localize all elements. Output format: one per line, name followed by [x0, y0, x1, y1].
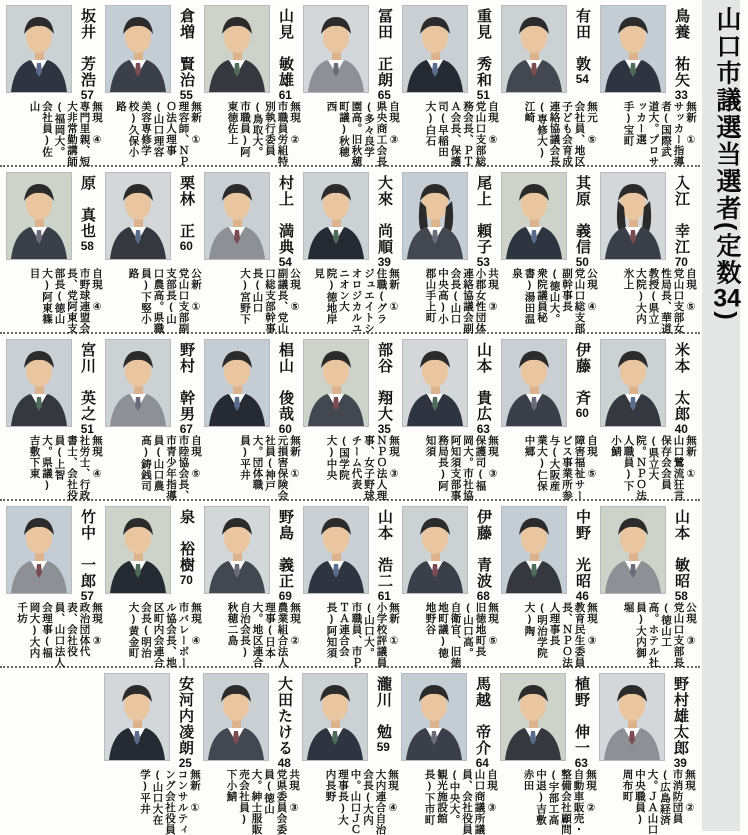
candidate-name: 泉 裕樹: [178, 509, 195, 573]
candidate-status: 無現 ③: [91, 602, 103, 648]
candidate-name-column: [468, 5, 498, 101]
candidate-card: [105, 506, 202, 668]
candidate-bio: 党山口支部女性局長、華道教授(県立大院)大内氷上: [622, 268, 685, 334]
candidate-card: [303, 172, 400, 334]
candidate-bio: 山口鷺流狂言保存会会員(県立大院。ＮＰＯ法人職員)下小鯖: [610, 435, 685, 501]
candidate-age: 70: [179, 574, 193, 586]
candidate-status: 無現 ④: [91, 101, 103, 147]
candidate-name-column: [566, 673, 596, 769]
candidate-age: 67: [179, 423, 193, 435]
page-title-suffix: ): [713, 311, 741, 322]
candidate-bio: サッカー指導者(国際武道大。プロサッカー選手)宝町: [622, 101, 685, 167]
candidate-age: 39: [673, 757, 687, 769]
candidate-status: 無現 ②: [684, 769, 696, 815]
portrait-photo: [204, 339, 270, 427]
portrait-photo: [105, 5, 171, 93]
candidate-name-column: [567, 339, 597, 431]
candidate-age: 68: [476, 590, 490, 602]
candidate-status: 無新 ①: [190, 101, 202, 147]
portrait-photo: [402, 5, 468, 93]
candidate-status: 無新 ①: [685, 435, 697, 481]
portrait-photo: [302, 673, 368, 761]
candidate-card: [303, 506, 400, 668]
portrait-photo: [105, 172, 171, 260]
candidate-name: 瀧川 勉: [375, 676, 392, 740]
portrait-photo: [104, 673, 170, 761]
candidate-name: 山本 貴広: [475, 342, 492, 422]
candidate-name: 倉増 賢治: [178, 8, 195, 88]
candidate-name-column: [567, 172, 597, 268]
candidate-name: 山本 敏昭: [673, 509, 690, 589]
candidate-description: [105, 101, 202, 167]
candidate-bio: 保護司(福岡大。市社協阿知須支部事務局長)阿知須: [424, 435, 487, 501]
candidate-status: 無新 ①: [189, 769, 201, 815]
candidate-age: 64: [475, 757, 489, 769]
candidate-bio: 市野球連盟会長、党阿東支部長(徳山大)阿東篠目: [28, 268, 91, 334]
candidate-status: 自現 ⑤: [586, 435, 598, 481]
candidate-card: [402, 339, 499, 501]
candidate-age: 65: [377, 89, 391, 101]
title-strip: [702, 0, 740, 831]
candidate-bio: 専門里親、短大非常勤講師(福岡大。会社員)佐山: [28, 101, 91, 167]
candidate-age: 63: [574, 757, 588, 769]
candidate-age: 59: [376, 741, 390, 753]
candidate-card: [401, 673, 498, 835]
candidate-name-column: [170, 673, 200, 769]
candidate-name: 原 真也: [79, 175, 96, 239]
portrait-photo: [500, 673, 566, 761]
candidate-name: 山本 浩二: [376, 509, 393, 589]
candidate-bio: ＮＰＯ法人理事、女子野球チーム代表(国学院大)中央: [325, 435, 388, 501]
candidate-bio: 自動車販売・整備会社顧問(宇部工高中退)吉敷赤田: [522, 769, 585, 835]
candidate-card: [302, 673, 399, 835]
candidate-status: 無現 ④: [387, 769, 399, 815]
candidate-age: 63: [476, 423, 490, 435]
candidate-bio: 小郡女性団体連絡協議会副会長(山口中央高)小郡山手上町: [424, 268, 487, 334]
candidate-description: [402, 101, 499, 167]
candidate-card: [203, 673, 300, 835]
candidate-description: [600, 268, 697, 334]
candidate-description: [6, 602, 103, 668]
candidate-name-column: [270, 506, 300, 602]
candidate-status: 無新 ①: [388, 268, 400, 314]
candidate-name: 重見 秀和: [475, 8, 492, 88]
candidate-age: 61: [377, 590, 391, 602]
candidate-name-column: [171, 172, 201, 264]
candidate-age: 54: [278, 256, 292, 268]
candidate-description: [204, 435, 301, 501]
candidate-bio: 山口商議所議員、会社役員(中央大。観光施設館長)下市町: [423, 769, 486, 835]
candidate-status: 公新 ①: [190, 268, 202, 314]
candidate-card: [6, 506, 103, 668]
candidate-card: [600, 172, 697, 334]
candidate-name: 栗林 正: [178, 175, 195, 239]
candidate-name-column: [369, 339, 399, 435]
candidate-bio: 元損害保険会社員(神戸大。団体職員)平井: [239, 435, 289, 501]
candidate-bio: 党山口支部総務会長、ＰＴＡ会長、保護司(早稲田大)白石: [424, 101, 487, 167]
candidate-bio: 理容師、ＮＰＯ法人理事(山口理容美容専修学校)久保小路: [115, 101, 190, 167]
candidate-description: [303, 602, 400, 668]
candidate-name-column: [369, 506, 399, 602]
candidate-status: 無現 ③: [388, 435, 400, 481]
candidate-age: 70: [674, 256, 688, 268]
candidate-card: [6, 339, 103, 501]
candidate-description: [6, 435, 103, 501]
candidate-age: 69: [278, 590, 292, 602]
candidate-card: [501, 339, 598, 501]
portrait-photo: [501, 172, 567, 260]
portrait-photo: [105, 506, 171, 594]
candidate-bio: 市バレーボール協会長、地区町内会連合会長(明治大)黄金町: [127, 602, 190, 668]
candidate-bio: 旧徳地町長(山口高。自衛官、旧徳地町議)徳地野谷: [424, 602, 487, 668]
candidate-name: 坂井 芳浩: [79, 8, 96, 88]
candidate-description: [204, 602, 301, 668]
candidate-name: 山見 敏雄: [277, 8, 294, 88]
candidate-bio: 会社員、地区子ども会育成連絡協議会長(専修大)江崎: [523, 101, 586, 167]
candidate-bio: コンサルティング会社役員(山口大在学)平井: [139, 769, 189, 835]
portrait-photo: [600, 339, 666, 427]
candidate-row: [0, 0, 700, 167]
candidate-name-column: [72, 5, 102, 101]
candidate-card: [204, 172, 301, 334]
candidate-description: [501, 435, 598, 501]
candidate-bio: 副議長、党山口総支部幹事長(山口大)宮野下: [239, 268, 289, 334]
candidate-name: 宮川 英之: [79, 342, 96, 422]
candidate-description: [501, 101, 598, 167]
candidate-name: 中野 光昭: [574, 509, 591, 589]
candidate-age: 51: [476, 89, 490, 101]
candidate-age: 46: [575, 590, 589, 602]
candidate-name: 尾上 頼子: [475, 175, 492, 255]
candidate-status: 無現 ②: [289, 602, 301, 648]
candidate-age: 60: [179, 240, 193, 252]
candidate-name-column: [369, 5, 399, 101]
candidate-name-column: [72, 339, 102, 435]
candidate-age: 57: [80, 89, 94, 101]
candidate-description: [6, 268, 103, 334]
candidate-name-column: [665, 673, 695, 769]
candidate-name: 植野 伸一: [573, 676, 590, 756]
page-title: [708, 6, 746, 322]
candidate-name: 伊藤 斉: [574, 342, 591, 406]
candidate-name: 米本 太郎: [673, 342, 690, 422]
candidate-name-column: [666, 5, 696, 101]
candidate-name: 村上 満典: [277, 175, 294, 255]
candidate-age: 40: [674, 423, 688, 435]
portrait-photo: [401, 673, 467, 761]
candidate-description: [402, 435, 499, 501]
candidate-card: [204, 506, 301, 668]
candidate-bio: 党山口総支部副幹事長(徳山大。衆院議員秘書)湯田温泉: [511, 268, 586, 334]
candidate-age: 61: [278, 89, 292, 101]
candidate-name-column: [72, 506, 102, 602]
candidate-name-column: [666, 339, 696, 435]
candidate-card: [303, 5, 400, 167]
candidate-name: 伊藤 青波: [475, 509, 492, 589]
candidate-card: [501, 172, 598, 334]
candidate-age: 58: [674, 590, 688, 602]
candidate-description: [600, 435, 697, 501]
candidate-status: 無現 ③: [586, 602, 598, 648]
candidate-status: 共現 ③: [288, 769, 300, 815]
portrait-photo: [599, 673, 665, 761]
candidate-name: 大來 尚順: [376, 175, 393, 255]
candidate-description: [6, 101, 103, 167]
candidate-name: 冨田 正朗: [376, 8, 393, 88]
candidate-status: 無現 ④: [190, 602, 202, 648]
candidate-bio: 教育民生委員長、ＮＰＯ法人理事長(明治学院大)陶: [523, 602, 586, 668]
portrait-photo: [501, 506, 567, 594]
candidate-age: 57: [80, 590, 94, 602]
candidate-description: [501, 268, 598, 334]
candidate-name-column: [467, 673, 497, 769]
page-title-prefix: 山口市議選当選者(定数: [713, 6, 741, 287]
candidate-card: [105, 339, 202, 501]
candidate-name-column: [171, 339, 201, 435]
candidate-card: [6, 172, 103, 334]
candidate-status: 公現 ③: [685, 602, 697, 648]
candidate-card: [500, 673, 597, 835]
candidate-status: 無新 ①: [685, 101, 697, 147]
candidate-name: 大田たける: [276, 676, 293, 756]
candidate-name-column: [269, 673, 299, 769]
candidate-bio: 県央商工会長(多々良学園高。旧秋穂町議)秋穂西: [325, 101, 388, 167]
candidate-card: [600, 5, 697, 167]
candidate-card: [104, 673, 201, 835]
candidate-age: 53: [476, 256, 490, 268]
candidate-status: 自現 ④: [91, 268, 103, 314]
candidate-description: [204, 101, 301, 167]
portrait-photo: [303, 339, 369, 427]
candidate-name-column: [567, 506, 597, 602]
portrait-photo: [501, 5, 567, 93]
candidate-card: [600, 339, 697, 501]
candidate-description: [203, 769, 300, 835]
candidate-row: [0, 501, 700, 668]
candidate-description: [500, 769, 597, 835]
candidate-description: [302, 769, 399, 835]
candidate-description: [600, 101, 697, 167]
candidate-age: 35: [377, 423, 391, 435]
candidate-card: [599, 673, 696, 835]
candidate-card: [204, 5, 301, 167]
portrait-photo: [600, 506, 666, 594]
candidate-bio: 住職(グラジュエイトシオロジカルユニオン大院)徳地岸見: [313, 268, 388, 334]
candidate-card: [402, 506, 499, 668]
portrait-photo: [204, 5, 270, 93]
candidate-row: [0, 334, 700, 501]
candidate-card: [6, 5, 103, 167]
candidate-name-column: [368, 673, 398, 765]
candidate-bio: 市消防団員(広島経済大。ＪＡ山口中央職員)周布町: [621, 769, 684, 835]
portrait-photo: [203, 673, 269, 761]
candidate-bio: 党県委員会委員(徳山大。紳士服販売会社員)下小鯖: [225, 769, 288, 835]
candidate-age: 48: [277, 757, 291, 769]
candidate-name: 竹中 一郎: [79, 509, 96, 589]
candidate-name-column: [468, 506, 498, 602]
candidate-bio: 小学校評議員(山口大。市職員、市ＰＴＡ連合会長)阿知須: [325, 602, 388, 668]
candidate-card: [402, 5, 499, 167]
candidate-age: 50: [575, 256, 589, 268]
candidate-name-column: [666, 506, 696, 602]
portrait-photo: [600, 172, 666, 260]
candidate-status: 自現 ⑤: [685, 268, 697, 314]
candidate-description: [402, 268, 499, 334]
candidate-age: 39: [377, 256, 391, 268]
candidate-name: 椙山 俊哉: [277, 342, 294, 422]
candidate-description: [599, 769, 696, 835]
candidate-status: 無現 ④: [91, 435, 103, 481]
candidate-status: 無現 ②: [585, 769, 597, 815]
portrait-photo: [6, 5, 72, 93]
candidate-card: [105, 172, 202, 334]
candidate-name-column: [270, 172, 300, 268]
candidate-age: 54: [575, 73, 589, 85]
portrait-photo: [501, 339, 567, 427]
candidate-age: 25: [178, 757, 192, 769]
portrait-photo: [105, 339, 171, 427]
candidate-name: 馬越 帝介: [474, 676, 491, 756]
candidate-status: 公現 ⑤: [289, 268, 301, 314]
candidate-age: 33: [674, 89, 688, 101]
candidate-name: 鳥養 祐矢: [673, 8, 690, 88]
candidate-name: 野島 義正: [277, 509, 294, 589]
portrait-photo: [6, 339, 72, 427]
candidate-age: 51: [80, 423, 94, 435]
candidate-status: 共現 ③: [487, 268, 499, 314]
candidate-description: [501, 602, 598, 668]
candidate-status: 自現 ③: [486, 769, 498, 815]
candidate-card: [105, 5, 202, 167]
candidate-description: [204, 268, 301, 334]
portrait-photo: [6, 172, 72, 260]
candidate-age: 58: [80, 240, 94, 252]
candidate-description: [402, 602, 499, 668]
candidate-name-column: [468, 172, 498, 268]
candidate-status: 無元 ⑤: [586, 101, 598, 147]
portrait-photo: [6, 506, 72, 594]
candidate-bio: 大内連合自治会長(大内中。山口ＪＣ理事長)大内長野: [324, 769, 387, 835]
candidate-bio: 社労士、行政書士、会社役員(上智大。県議)吉敷下東: [28, 435, 91, 501]
candidate-bio: 政治団体代表、会社役員、山口法人会理事(福岡大)大内千坊: [16, 602, 91, 668]
candidate-name-column: [72, 172, 102, 264]
candidate-card: [204, 339, 301, 501]
candidate-bio: 市陸協会長、市青少年指導員(山口農高)鋳銭司: [140, 435, 190, 501]
portrait-photo: [204, 172, 270, 260]
candidate-status: 自現 ③: [388, 101, 400, 147]
candidate-card: [501, 5, 598, 167]
candidate-status: 無新 ①: [388, 602, 400, 648]
candidate-age: 55: [179, 89, 193, 101]
candidate-name: 安河内凌朗: [177, 676, 194, 756]
portrait-photo: [402, 506, 468, 594]
candidate-status: 公現 ④: [586, 268, 598, 314]
candidate-name: 野村 幹男: [178, 342, 195, 422]
candidate-name: 野村雄太郎: [672, 676, 689, 756]
candidate-name-column: [171, 506, 201, 598]
candidate-description: [105, 602, 202, 668]
candidate-bio: 障害福祉サービス事業所参与(大阪産業大)仁保中郷: [523, 435, 586, 501]
candidate-name: 其原 義信: [574, 175, 591, 255]
candidate-row: [0, 167, 700, 334]
page-title-number: 34: [713, 286, 741, 312]
candidate-name-column: [468, 339, 498, 435]
candidate-status: 無新 ①: [289, 435, 301, 481]
candidate-bio: 党山口支部副支部長(山口農高。県職員)下竪小路: [127, 268, 190, 334]
candidate-card: [600, 506, 697, 668]
candidate-age: 60: [575, 407, 589, 419]
candidate-name-column: [270, 5, 300, 101]
candidate-card: [501, 506, 598, 668]
candidate-name-column: [666, 172, 696, 268]
portrait-photo: [303, 5, 369, 93]
candidate-status: 無現 ③: [487, 435, 499, 481]
candidate-description: [401, 769, 498, 835]
candidate-name: 部谷 翔大: [376, 342, 393, 422]
candidate-description: [303, 268, 400, 334]
candidate-status: 自現 ⑤: [190, 435, 202, 481]
candidate-description: [105, 435, 202, 501]
candidate-name: 入江 幸江: [673, 175, 690, 255]
candidate-card: [303, 339, 400, 501]
candidate-description: [600, 602, 697, 668]
candidate-description: [303, 101, 400, 167]
candidate-bio: 党山口支部長(徳山工高。ホテル社員)大内御堀: [622, 602, 685, 668]
portrait-photo: [402, 172, 468, 260]
candidate-bio: 市職員労組特別執行委員(鳥取大。市職員)阿東徳佐上: [226, 101, 289, 167]
portrait-photo: [303, 172, 369, 260]
candidate-status: 無現 ②: [289, 101, 301, 147]
candidate-status: 無現 ⑤: [487, 602, 499, 648]
portrait-photo: [402, 339, 468, 427]
portrait-photo: [204, 506, 270, 594]
candidate-name-column: [171, 5, 201, 101]
candidate-card: [402, 172, 499, 334]
candidate-name: 有田 敦: [574, 8, 591, 72]
portrait-photo: [303, 506, 369, 594]
candidate-status: 自現 ⑤: [487, 101, 499, 147]
portrait-photo: [600, 5, 666, 93]
candidate-name-column: [369, 172, 399, 268]
candidate-name-column: [270, 339, 300, 435]
candidate-description: [303, 435, 400, 501]
candidate-row: [0, 668, 700, 835]
candidate-description: [105, 268, 202, 334]
candidate-bio: 農業組合法人理事(日本大。地区連合自治会長)秋穂二島: [226, 602, 289, 668]
candidate-description: [104, 769, 201, 835]
candidate-age: 60: [278, 423, 292, 435]
candidate-name-column: [567, 5, 597, 97]
